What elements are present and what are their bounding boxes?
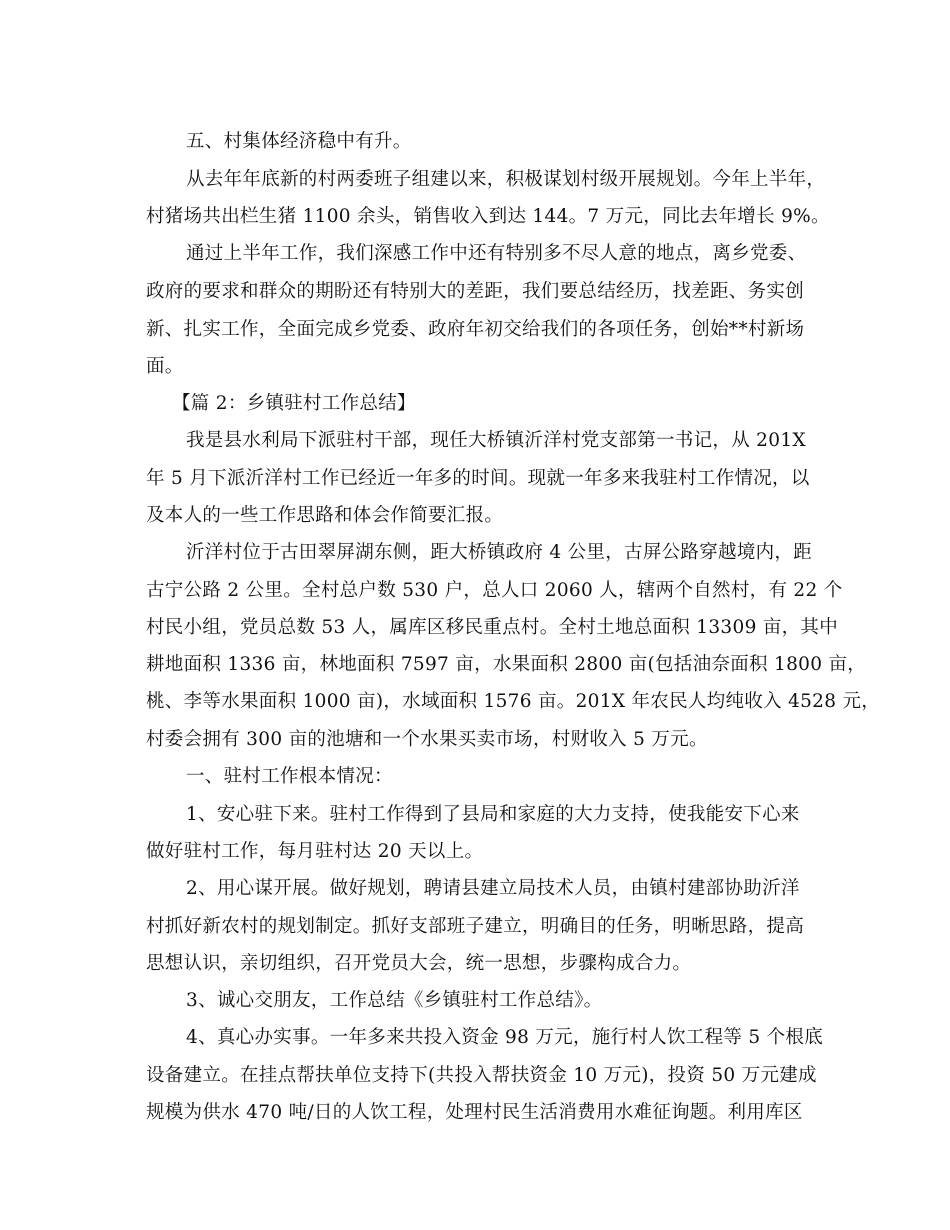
text-line: 及本人的一些工作思路和体会作简要汇报。 xyxy=(146,505,504,526)
text-line: 古宁公路 2 公里。全村总户数 530 户，总人口 2060 人，辖两个自然村，有 22 个 xyxy=(146,580,843,601)
text-line: 3、诚心交朋友，工作总结《乡镇驻村工作总结》。 xyxy=(186,990,603,1011)
text-line: 2、用心谋开展。做好规划，聘请县建立局技术人员，由镇村建部协助沂洋 xyxy=(186,878,800,899)
text-line: 思想认识，亲切组织，召开党员大会，统一思想，步骤构成合力。 xyxy=(146,953,692,974)
text-line: 1、安心驻下来。驻村工作得到了县局和家庭的大力支持，使我能安下心来 xyxy=(186,804,800,825)
text-line: 沂洋村位于古田翠屏湖东侧，距大桥镇政府 4 公里，古屏公路穿越境内，距 xyxy=(186,542,813,563)
text-line: 政府的要求和群众的期盼还有特别大的差距，我们要总结经历，找差距、务实创 xyxy=(146,281,805,302)
text-line: 五、村集体经济稳中有升。 xyxy=(186,131,412,152)
text-line: 村抓好新农村的规划制定。抓好支部班子建立，明确目的任务，明晰思路，提高 xyxy=(146,916,805,937)
text-line: 设备建立。在挂点帮扶单位支持下(共投入帮扶资金 10 万元)，投资 50 万元建成 xyxy=(146,1065,817,1086)
text-line: 做好驻村工作，每月驻村达 20 天以上。 xyxy=(146,841,484,862)
text-line: 从去年年底新的村两委班子组建以来，积极谋划村级开展规划。今年上半年， xyxy=(186,169,826,190)
text-line: 年 5 月下派沂洋村工作已经近一年多的时间。现就一年多来我驻村工作情况，以 xyxy=(146,468,810,489)
text-line: 村民小组，党员总数 53 人，属库区移民重点村。全村土地总面积 13309 亩，其中 xyxy=(146,617,839,638)
text-line: 一、驻村工作根本情况： xyxy=(186,766,393,787)
text-line: 村猪场共出栏生猪 1100 余头，销售收入到达 144。7 万元，同比去年增长 9%。 xyxy=(146,206,830,227)
text-line: 面。 xyxy=(146,356,184,377)
text-line: 通过上半年工作，我们深感工作中还有特别多不尽人意的地点，离乡党委、 xyxy=(186,243,807,264)
section-heading: 【篇 2：乡镇驻村工作总结】 xyxy=(172,393,416,414)
text-line: 新、扎实工作，全面完成乡党委、政府年初交给我们的各项任务，创始**村新场 xyxy=(146,319,805,340)
text-line: 我是县水利局下派驻村干部，现任大桥镇沂洋村党支部第一书记，从 201X xyxy=(186,430,806,451)
text-line: 村委会拥有 300 亩的池塘和一个水果买卖市场，村财收入 5 万元。 xyxy=(146,729,708,750)
text-line: 耕地面积 1336 亩，林地面积 7597 亩，水果面积 2800 亩(包括油奈面积 1800 亩， xyxy=(146,654,867,675)
text-line: 4、真心办实事。一年多来共投入资金 98 万元，施行村人饮工程等 5 个根底 xyxy=(186,1027,824,1048)
text-line: 桃、李等水果面积 1000 亩)，水域面积 1576 亩。201X 年农民人均纯收入 4528 元， xyxy=(146,691,881,712)
text-line: 规模为供水 470 吨/日的人饮工程，处理村民生活消费用水难征询题。利用库区 xyxy=(146,1102,803,1123)
